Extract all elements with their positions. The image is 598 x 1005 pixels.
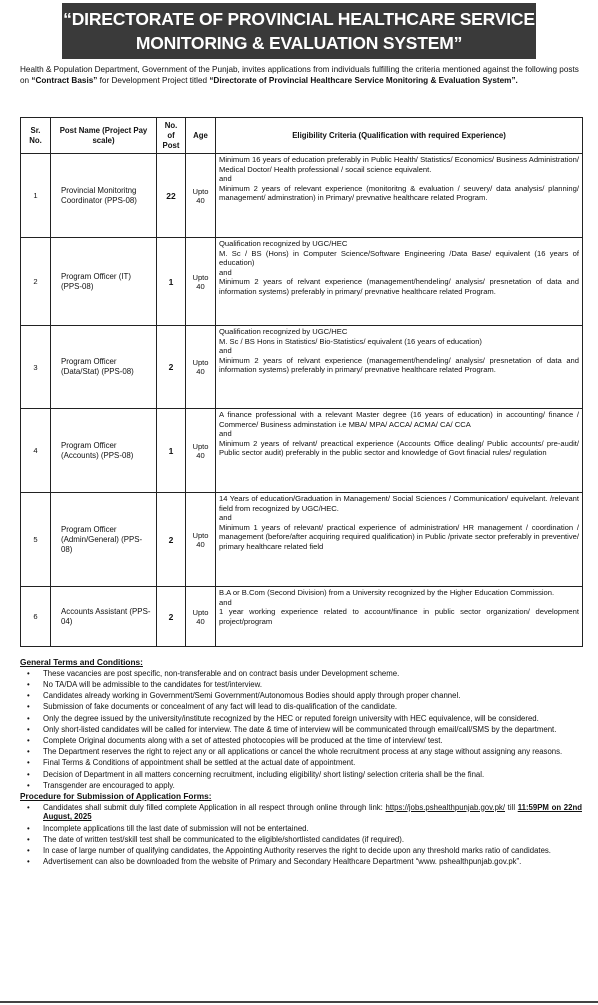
table-row (21, 493, 583, 587)
table-row (21, 238, 583, 326)
list-item-text: Transgender are encouraged to apply. (43, 780, 175, 790)
bullet-icon: • (27, 769, 30, 779)
list-item (27, 769, 582, 780)
list-item-text: Complete Original documents along with a set of attested photocopies will be produced at the time of interview/ test. (43, 735, 443, 745)
title-line-1: “DIRECTORATE OF PROVINCIAL HEALTHCARE SERVICE (63, 9, 535, 29)
header-num: No. of Post (157, 118, 186, 154)
bullet-icon: • (27, 834, 30, 844)
cell-num-posts: 1 (157, 409, 186, 493)
criteria-line: Qualification recognized by UGC/HEC (219, 327, 348, 336)
criteria-line: Minimum 2 years of relvant/ preactical experience (Accounts Office dealing/ Public accounts/ pre-audit/ Public sector audit) preferably in the public sector and knowledge of Govt finacial rules/ regulation (219, 438, 579, 458)
bottom-border (0, 1001, 598, 1003)
cell-post-name: Program Officer (Accounts) (PPS-08) (51, 409, 157, 493)
cell-sr: 6 (21, 587, 51, 647)
cell-age: Upto 40 (186, 154, 216, 238)
bullet-icon: • (27, 713, 30, 723)
procedure-title: Procedure for Submission of Application Forms: (20, 790, 212, 801)
intro-contract-basis: “Contract Basis” (31, 76, 98, 85)
bullet-icon: • (27, 668, 30, 678)
header-age: Age (186, 118, 216, 154)
criteria-line: Minimum 2 years of relevant experience (monitoritng & evaluation / seuvery/ data analysis/ planning/ management/ adminstration) in Primary/ prevnative healthcare related Program. (219, 183, 579, 203)
intro-project-title: “Directorate of Provincial Healthcare Service Monitoring & Evaluation System”. (209, 76, 518, 85)
cell-num-posts: 2 (157, 326, 186, 409)
list-item-text: Final Terms & Conditions of appointment shall be settled at the actual date of appointment. (43, 758, 356, 768)
table-row (21, 409, 583, 493)
criteria-line: and (219, 346, 232, 356)
bullet-icon: • (27, 691, 30, 701)
cell-post-name: Program Officer (Data/Stat) (PPS-08) (51, 326, 157, 409)
list-item (27, 668, 582, 679)
list-item-text: The date of written test/skill test shall be communicated to the eligible/shortlisted candidates (if required). (43, 834, 405, 844)
bullet-icon: • (27, 679, 30, 689)
bullet-icon: • (27, 702, 30, 712)
terms-and-procedure (20, 658, 582, 868)
criteria-line: and (219, 513, 232, 523)
application-deadline: 11:59PM on 22nd August, 2025 (43, 802, 582, 822)
cell-age: Upto 40 (186, 587, 216, 647)
terms-list (20, 669, 582, 791)
bullet-icon: • (27, 724, 30, 734)
bullet-icon: • (27, 802, 30, 812)
criteria-line: and (219, 429, 232, 439)
table-row (21, 587, 583, 647)
list-item-text: No TA/DA will be admissible to the candidates for test/interview. (43, 679, 262, 689)
intro-paragraph (20, 64, 582, 86)
list-item-text: Candidates already working in Government/Semi Government/Autonomous Bodies should apply through proper channel. (43, 691, 461, 701)
list-item-text: Submission of fake documents or concealment of any fact will lead to dis-qualification of the candidate. (43, 702, 398, 712)
cell-sr: 3 (21, 326, 51, 409)
cell-criteria (216, 587, 583, 647)
list-item (27, 845, 582, 856)
list-item (27, 691, 582, 701)
list-item (27, 834, 582, 845)
criteria-line: Minimum 2 years of relvant experience (management/hendeling/ analysis/ presnetation of data and information systems) preferably in primary/ prevnative healthcare related Program. (219, 355, 579, 375)
criteria-line: Minimum 1 years of relevant/ practical experience of administration/ HR management / coordination / management (before/after acquiring required qualification) in Public /private sector preferably in preventive/ primary healthcare related field (219, 522, 579, 551)
header-sr: Sr. No. (21, 118, 51, 154)
criteria-line: M. Sc / BS Hons in Statistics/ Bio-Statistics/ equivalent (16 years of education) (219, 336, 482, 346)
advertisement-title-banner (62, 3, 536, 59)
list-item-text: The Department reserves the right to reject any or all applications or cancel the whole recruitment process at any stage without assigning any reasons. (43, 747, 563, 757)
cell-post-name: Program Officer (IT) (PPS-08) (51, 238, 157, 326)
cell-post-name: Provincial Monitoritng Coordinator (PPS-08) (51, 154, 157, 238)
bullet-icon: • (27, 780, 30, 790)
list-item (27, 823, 582, 834)
criteria-line: Minimum 16 years of education preferably in Public Health/ Statistics/ Economics/ Business Administration/ Medical Doctor/ Health professional / socail science equivalent. (219, 155, 579, 174)
title-line-2: MONITORING & EVALUATION SYSTEM” (135, 33, 463, 53)
list-item-text: Decision of Department in all matters concerning recruitment, including eligibility/ short listing/ selection criteria shall be the final. (43, 769, 485, 779)
intro-text-2: for Development Project titled (97, 76, 210, 85)
list-item-text: Only the degree issued by the university/institute recognized by the HEC or reputed foreign university with HEC equivalence, will be considered. (43, 713, 539, 723)
list-item (27, 747, 582, 757)
list-item-text: Incomplete applications till the last date of submission will not be entertained. (43, 823, 309, 833)
list-item (27, 780, 582, 791)
list-item (27, 735, 582, 746)
bullet-icon: • (27, 747, 30, 757)
cell-criteria (216, 154, 583, 238)
list-item-text: These vacancies are post specific, non-transferable and on contract basis under Development scheme. (43, 668, 400, 678)
criteria-line: Minimum 2 years of relvant experience (management/hendeling/ analysis/ presnetation of data and information systems) preferably in primary/ prevnative healthcare related Program. (219, 277, 579, 296)
terms-title: General Terms and Conditions: (20, 657, 143, 667)
bullet-icon: • (27, 823, 30, 833)
table-row (21, 326, 583, 409)
procedure-list (20, 803, 582, 867)
procedure-item (27, 802, 582, 822)
intro-text-1: Health & Population Department, Government of the Punjab, invites applications from individuals fulfilling the criteria mentioned against the following posts on (20, 65, 579, 85)
cell-criteria (216, 238, 583, 326)
cell-age: Upto 40 (186, 409, 216, 493)
cell-num-posts: 1 (157, 238, 186, 326)
cell-criteria (216, 493, 583, 587)
table-row (21, 154, 583, 238)
criteria-line: and (219, 174, 232, 184)
table-body (21, 154, 583, 647)
cell-sr: 1 (21, 154, 51, 238)
bullet-icon: • (27, 845, 30, 855)
procedure-till-text: till (505, 802, 518, 812)
application-portal-link[interactable]: https://jobs.pshealthpunjab.gov.pk/ (385, 802, 506, 812)
criteria-line: B.A or B.Com (Second Division) from a University recognized by the Higher Education Commission. (219, 588, 555, 597)
criteria-line: A finance professional with a relevant Master degree (16 years of education) in accounting/ finance / Commerce/ Business adminstation i.e MBA/ MPA/ ACCA/ ACMA/ CA/ CCA (219, 410, 579, 429)
cell-criteria (216, 326, 583, 409)
cell-num-posts: 22 (157, 154, 186, 238)
list-item (27, 679, 582, 690)
list-item (27, 724, 582, 735)
cell-age: Upto 40 (186, 326, 216, 409)
criteria-line: 14 Years of education/Graduation in Management/ Social Sciences / Communication/ equivelant. /relevant field from recognized by UGC/HEC. (219, 494, 579, 513)
cell-sr: 5 (21, 493, 51, 587)
cell-num-posts: 2 (157, 493, 186, 587)
cell-sr: 4 (21, 409, 51, 493)
header-criteria: Eligibility Criteria (Qualification with required Experience) (216, 118, 583, 154)
cell-age: Upto 40 (186, 238, 216, 326)
header-post: Post Name (Project Pay scale) (51, 118, 157, 154)
cell-criteria (216, 409, 583, 493)
criteria-line: and (219, 267, 232, 277)
bullet-icon: • (27, 735, 30, 745)
cell-sr: 2 (21, 238, 51, 326)
list-item-text: Advertisement can also be downloaded from the website of Primary and Secondary Healthcare Department “www. pshealthpunjab.gov.pk”. (43, 857, 522, 867)
bullet-icon: • (27, 758, 30, 768)
criteria-line: M. Sc / BS (Hons) in Computer Science/Software Engineering /Data Base/ equivalent (16 years of education) (219, 248, 579, 268)
list-item (27, 713, 582, 724)
list-item-text: Only short-listed candidates will be called for interview. The date & time of interview will be communicated through email/call/SMS by the department. (43, 724, 557, 734)
cell-post-name: Program Officer (Admin/General) (PPS-08) (51, 493, 157, 587)
posts-table (20, 117, 583, 647)
criteria-line: 1 year working experience related to account/finance in public sector organization/ development project/program (219, 607, 579, 626)
list-item-text: In case of large number of qualifying candidates, the Appointing Authority reserves the right to decide upon any threshold marks ratio of candidates. (43, 845, 551, 855)
list-item (27, 857, 582, 867)
cell-num-posts: 2 (157, 587, 186, 647)
bullet-icon: • (27, 857, 30, 867)
cell-age: Upto 40 (186, 493, 216, 587)
list-item (27, 702, 582, 712)
cell-post-name: Accounts Assistant (PPS-04) (51, 587, 157, 647)
procedure-first-text: Candidates shall submit duly filled complete Application in all respect through online through link: (43, 802, 386, 812)
criteria-line: Qualification recognized by UGC/HEC (219, 239, 348, 248)
table-header-row (21, 118, 583, 154)
criteria-line: and (219, 597, 232, 607)
list-item (27, 758, 582, 768)
